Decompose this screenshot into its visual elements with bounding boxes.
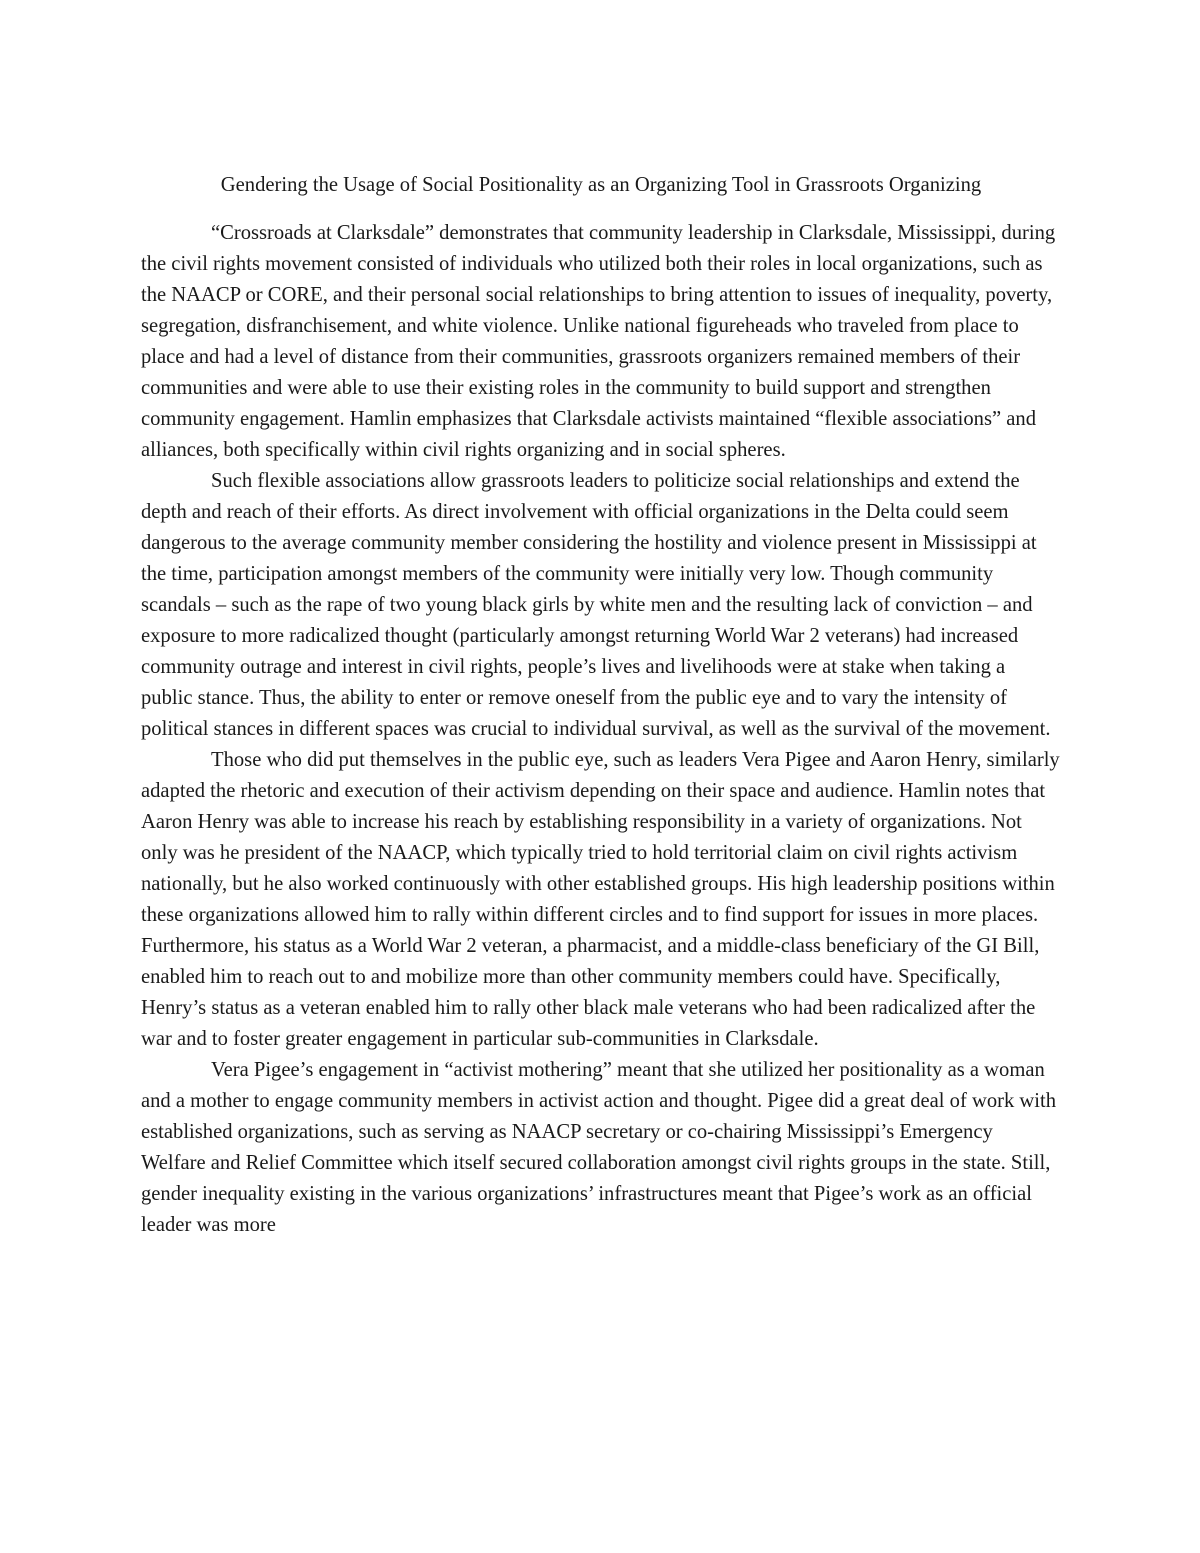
paragraph-aaron-henry: Those who did put themselves in the public eye, such as leaders Vera Pigee and Aaron Henry, similarly adapted the rhetoric and execution of their activism depending on their space and audience. Hamlin notes that Aaron Henry was able to increase his reach by establishing responsibility in a variety of organizations. Not only was he president of the NAACP, which typically tried to hold territorial claim on civil rights activism nationally, but he also worked continuously with other established groups. His high leadership positions within these organizations allowed him to rally within different circles and to find support for issues in more places. Furthermore, his status as a World War 2 veteran, a pharmacist, and a middle-class beneficiary of the GI Bill, enabled him to reach out to and mobilize more than other community members could have. Specifically, Henry’s status as a veteran enabled him to rally other black male veterans who had been radicalized after the war and to foster greater engagement in particular sub-communities in Clarksdale. (141, 749, 1060, 1050)
paragraph-vera-pigee: Vera Pigee’s engagement in “activist mothering” meant that she utilized her positionality as a woman and a mother to engage community members in activist action and thought. Pigee did a great deal of work with established organizations, such as serving as NAACP secretary or co-chairing Mississippi’s Emergency Welfare and Relief Committee which itself secured collaboration amongst civil rights groups in the state. Still, gender inequality existing in the various organizations’ infrastructures meant that Pigee’s work as an official leader was more (141, 1059, 1057, 1236)
paragraph-crossroads-intro: “Crossroads at Clarksdale” demonstrates that community leadership in Clarksdale, Mississippi, during the civil rights movement consisted of individuals who utilized both their roles in local organizations, such as the NAACP or CORE, and their personal social relationships to bring attention to issues of inequality, poverty, segregation, disfranchisement, and white violence. Unlike national figureheads who traveled from place to place and had a level of distance from their communities, grassroots organizers remained members of their communities and were able to use their existing roles in the community to build support and strengthen community engagement. Hamlin emphasizes that Clarksdale activists maintained “flexible associations” and alliances, both specifically within civil rights organizing and in social spheres. (141, 222, 1056, 461)
paragraph-flexible-associations: Such flexible associations allow grassroots leaders to politicize social relationships and extend the depth and reach of their efforts. As direct involvement with official organizations in the Delta could seem dangerous to the average community member considering the hostility and violence present in Mississippi at the time, participation amongst members of the community were initially very low. Though community scandals – such as the rape of two young black girls by white men and the resulting lack of conviction – and exposure to more radicalized thought (particularly amongst returning World War 2 veterans) had increased community outrage and interest in civil rights, people’s lives and livelihoods were at stake when taking a public stance. Thus, the ability to enter or remove oneself from the public eye and to vary the intensity of political stances in different spaces was crucial to individual survival, as well as the survival of the movement. (141, 470, 1051, 740)
document-title: Gendering the Usage of Social Positionality as an Organizing Tool in Grassroots Organizing (220, 174, 982, 196)
document-body (141, 170, 1061, 1241)
